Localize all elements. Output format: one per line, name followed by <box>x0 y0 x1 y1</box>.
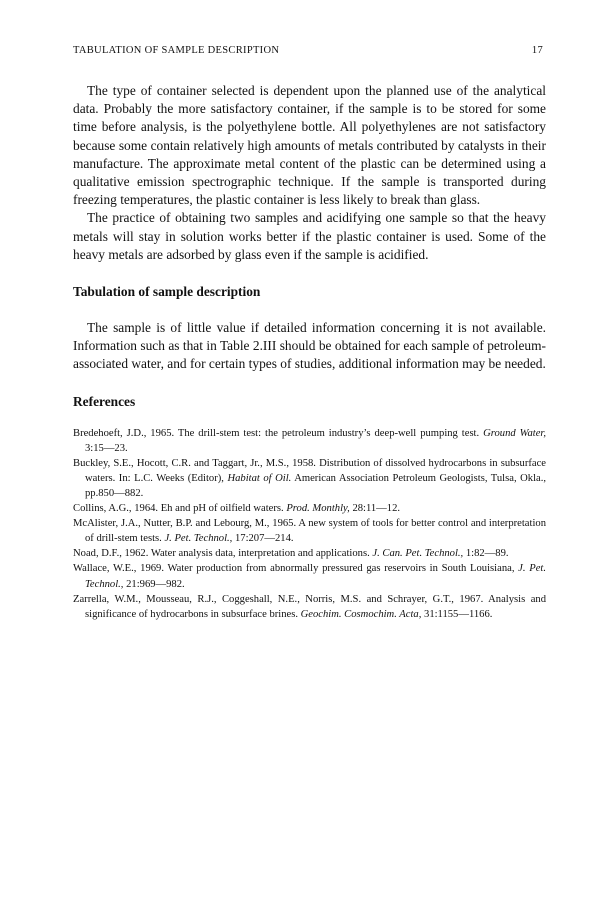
reference-item: Buckley, S.E., Hocott, C.R. and Taggart, Jr., M.S., 1958. Distribution of dissolved hydrocarbons in subsurface waters. In: L.C. Weeks (Editor), Habitat of Oil. American Association Petroleum Geologists, Tulsa, Okla., pp.850—882. <box>73 457 547 500</box>
section-paragraph: The sample is of little value if detailed information concerning it is not available. Information such as that in Table 2.III should be obtained for each sample of petroleum-associated water, and for certain types of studies, additional information may be needed. <box>73 320 546 372</box>
body-paragraph: The practice of obtaining two samples and acidifying one sample so that the heavy metals will stay in solution works better if the plastic container is used. Some of the heavy metals are adsorbed by glass even if the sample is acidified. <box>73 210 546 262</box>
reference-item: Zarrella, W.M., Mousseau, R.J., Coggeshall, N.E., Norris, M.S. and Schrayer, G.T., 1967. Analysis and significance of hydrocarbons in subsurface brines. Geochim. Cosmochim. Acta, 31:1155—1166. <box>73 593 546 620</box>
page-number: 17 <box>531 45 543 56</box>
running-head-title: TABULATION OF SAMPLE DESCRIPTION <box>73 45 280 56</box>
reference-item: Bredehoeft, J.D., 1965. The drill-stem test: the petroleum industry’s deep-well pumping test. Ground Water, 3:15—23. <box>73 427 546 454</box>
reference-item: Noad, D.F., 1962. Water analysis data, interpretation and applications. J. Can. Pet. Technol., 1:82—89. <box>73 548 509 560</box>
body-paragraph: The type of container selected is dependent upon the planned use of the analytical data. Probably the more satisfactory container, if the sample is to be stored for some time before analysis, is the polyethylene bottle. All polyethylenes are not satisfactory because some contain relatively high amounts of metals contributed by catalysts in their manufacture. The approximate metal content of the plastic can be determined using a qualitative emission spectrographic technique. If the sample is transported during freezing temperatures, the plastic container is less likely to break than glass. <box>73 83 546 208</box>
page-body <box>73 82 546 622</box>
reference-item: McAlister, J.A., Nutter, B.P. and Lebourg, M., 1965. A new system of tools for better control and interpretation of drill-stem tests. J. Pet. Technol., 17:207—214. <box>73 518 546 545</box>
reference-item: Collins, A.G., 1964. Eh and pH of oilfield waters. Prod. Monthly, 28:11—12. <box>73 503 401 515</box>
references-list <box>73 426 546 622</box>
reference-item: Wallace, W.E., 1969. Water production from abnormally pressured gas reservoirs in South Louisiana, J. Pet. Technol., 21:969—982. <box>73 563 546 590</box>
section-heading: Tabulation of sample description <box>73 284 261 300</box>
references-heading: References <box>73 393 136 409</box>
